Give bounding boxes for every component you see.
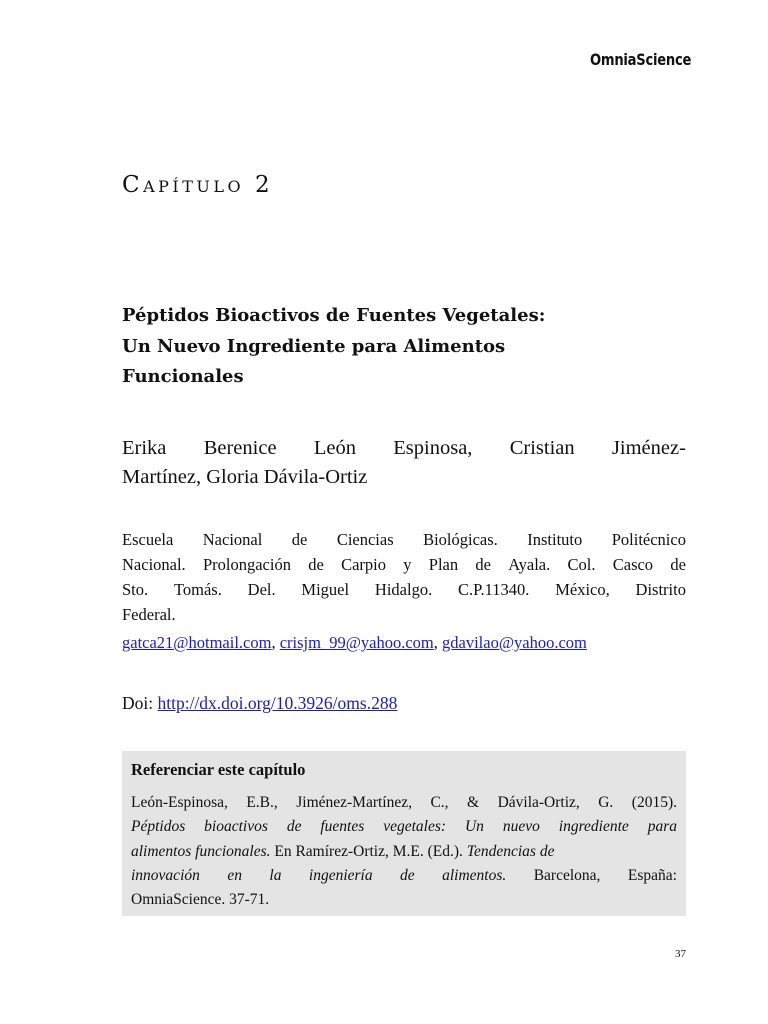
word: ingrediente — [558, 818, 629, 836]
word: Berenice — [203, 437, 277, 459]
word: Col. — [567, 555, 596, 574]
word: España: — [627, 866, 677, 884]
word: Tomás. — [173, 580, 222, 599]
word: León — [313, 437, 356, 459]
word: Ayala. — [508, 555, 551, 574]
word: Péptidos — [131, 818, 186, 836]
word: Un — [464, 818, 484, 836]
authors-line-1 — [122, 434, 686, 463]
affiliation — [122, 527, 686, 627]
word: Politécnico — [611, 530, 686, 549]
word: Del. — [247, 580, 276, 599]
author-emails — [122, 633, 587, 653]
word: Distrito — [635, 580, 686, 599]
word: Prolongación — [202, 555, 291, 574]
citation-line-1 — [131, 791, 677, 815]
word: Hidalgo. — [374, 580, 433, 599]
doi-label: Doi: — [122, 693, 158, 713]
page-number: 37 — [675, 948, 686, 960]
email-separator: , — [433, 633, 442, 652]
word: de — [475, 555, 491, 574]
title-line-3: Funcionales — [122, 366, 244, 387]
title-line-2: Un Nuevo Ingrediente para Alimentos — [122, 335, 506, 357]
word: Plan — [428, 555, 459, 574]
word: vegetales: — [383, 818, 447, 836]
affiliation-line-4: Federal. — [122, 605, 176, 624]
affiliation-line-3 — [122, 577, 686, 602]
word: de — [670, 555, 686, 574]
word: Carpio — [341, 555, 386, 574]
chapter-heading: Capítulo 2 — [122, 172, 274, 198]
publisher-logo: OmniaScience — [590, 50, 692, 69]
word: para — [647, 818, 677, 836]
word: Ciencias — [336, 530, 394, 549]
citation-box — [122, 751, 686, 916]
word: E.B., — [246, 794, 278, 811]
word: Erika — [122, 437, 167, 459]
email-link-2[interactable]: crisjm_99@yahoo.com — [279, 633, 434, 652]
word: innovación — [131, 866, 200, 884]
word: Jiménez- — [611, 437, 686, 459]
citation-book-title: alimentos funcionales. — [131, 842, 271, 860]
email-link-1[interactable]: gatca21@hotmail.com — [122, 633, 272, 652]
word: Miguel — [301, 580, 350, 599]
word: México, — [555, 580, 610, 599]
word: Nacional. — [122, 555, 186, 574]
word: de — [400, 866, 415, 884]
word: y — [403, 555, 412, 574]
word: Escuela — [122, 530, 174, 549]
doi-line — [122, 693, 397, 714]
citation-line-5: OmniaScience. 37-71. — [131, 891, 270, 909]
word: ingeniería — [308, 866, 373, 884]
doi-link[interactable]: http://dx.doi.org/10.3926/oms.288 — [157, 693, 398, 713]
word: León-Espinosa, — [131, 794, 228, 811]
citation-line-3 — [131, 840, 677, 864]
citation-line-4 — [131, 864, 677, 888]
word: alimentos. — [442, 866, 507, 884]
chapter-title — [122, 301, 682, 393]
authors — [122, 434, 686, 492]
word: nuevo — [502, 818, 540, 836]
word: Jiménez-Martínez, — [296, 794, 412, 811]
email-link-3[interactable]: gdavilao@yahoo.com — [442, 633, 587, 652]
email-separator: , — [271, 633, 280, 652]
citation-line-2 — [131, 815, 677, 839]
word: G. — [598, 794, 614, 811]
word: de — [308, 555, 324, 574]
word: (2015). — [631, 794, 677, 811]
word: Cristian — [509, 437, 575, 459]
word: fuentes — [320, 818, 365, 836]
word: bioactivos — [204, 818, 268, 836]
citation-text — [131, 791, 677, 912]
word: Espinosa, — [393, 437, 473, 459]
word: & — [467, 794, 480, 811]
citation-editor: En Ramírez-Ortiz, M.E. (Ed.). — [270, 842, 467, 860]
citation-volume-title: Tendencias de — [466, 842, 555, 860]
word: Sto. — [122, 580, 149, 599]
word: Casco — [612, 555, 654, 574]
word: Biológicas. — [423, 530, 498, 549]
word: Barcelona, — [533, 866, 601, 884]
word: de — [291, 530, 308, 549]
word: Nacional — [202, 530, 263, 549]
authors-line-2: Martínez, Gloria Dávila-Ortiz — [122, 466, 368, 488]
affiliation-line-1 — [122, 527, 686, 552]
word: C., — [430, 794, 449, 811]
word: Dávila-Ortiz, — [497, 794, 580, 811]
word: de — [286, 818, 302, 836]
word: Instituto — [527, 530, 583, 549]
word: en — [227, 866, 242, 884]
title-line-1: Péptidos Bioactivos de Fuentes Vegetales: — [122, 305, 546, 326]
word: C.P.11340. — [458, 580, 530, 599]
citation-heading: Referenciar este capítulo — [131, 760, 306, 779]
affiliation-line-2 — [122, 552, 686, 577]
word: la — [269, 866, 282, 884]
